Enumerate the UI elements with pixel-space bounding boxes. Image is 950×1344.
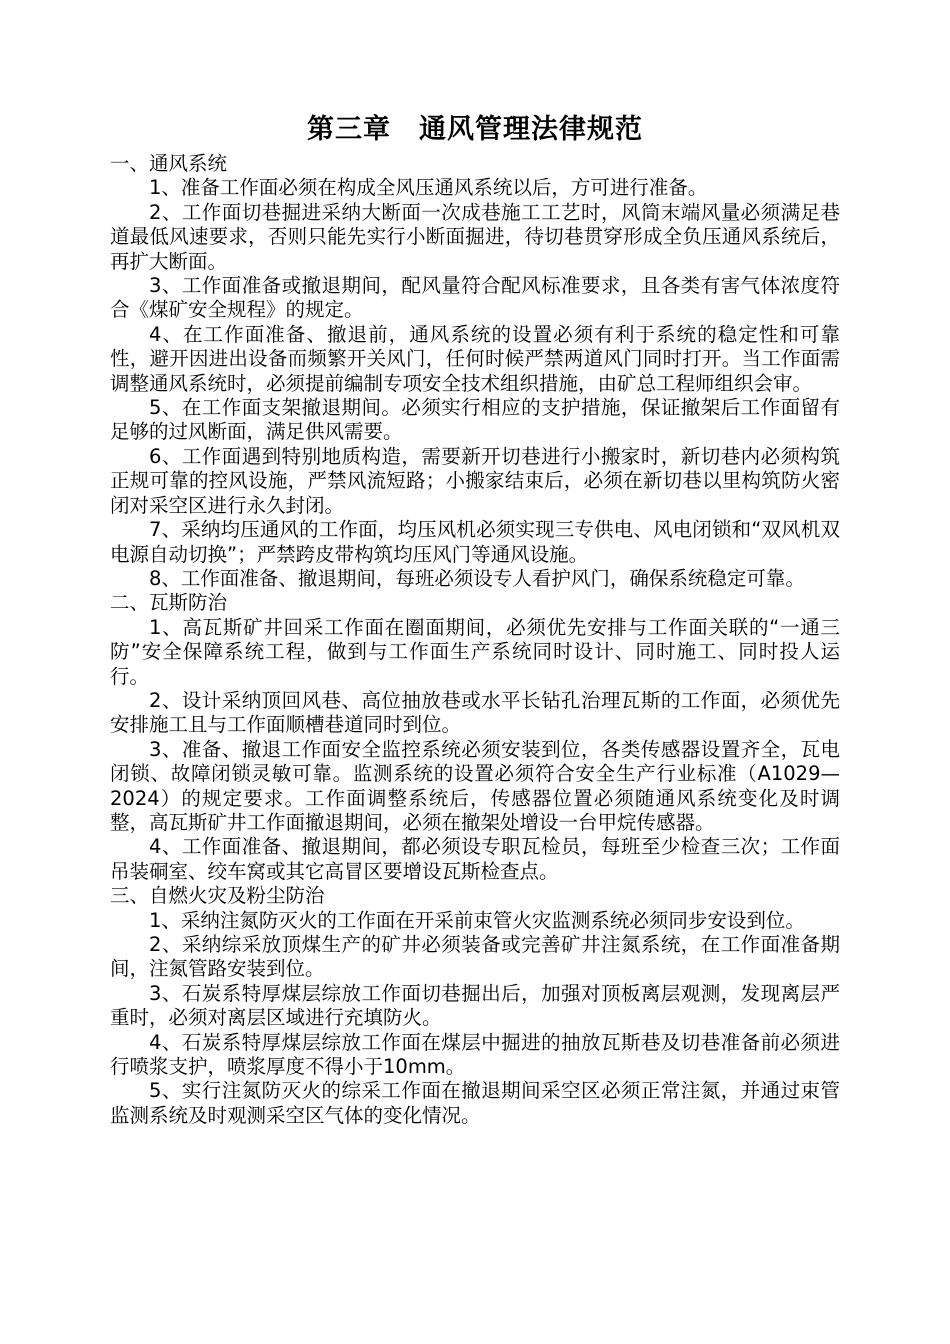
paragraph: 1、准备工作面必须在构成全风压通风系统以后，方可进行准备。 (149, 176, 708, 200)
paragraph: 7、采纳均压通风的工作面，均压风机必须实现三专供电、风电闭锁和“双风机双电源自动切换”；严禁跨皮带构筑均压风门等通风设施。 (110, 518, 840, 566)
paragraph: 2、工作面切巷掘进采纳大断面一次成巷施工工艺时，风筒末端风量必须满足巷道最低风速要求，否则只能先实行小断面掘进，待切巷贯穿形成全负压通风系统后，再扩大断面。 (110, 200, 840, 273)
section-heading: 二、瓦斯防治 (110, 591, 228, 615)
paragraph: 6、工作面遇到特别地质构造，需要新开切巷进行小搬家时，新切巷内必须构筑正规可靠的控风设施，严禁风流短路；小搬家结束后，必须在新切巷以里构筑防火密闭对采空区进行永久封闭。 (110, 444, 840, 517)
document-body (110, 152, 840, 1128)
paragraph: 2、设计采纳顶回风巷、高位抽放巷或水平长钻孔治理瓦斯的工作面，必须优先安排施工且与工作面顺槽巷道同时到位。 (110, 688, 840, 737)
page-title: 第三章 通风管理法律规范 (307, 114, 643, 145)
paragraph: 3、准备、撤退工作面安全监控系统必须安装到位，各类传感器设置齐全，瓦电闭锁、故障闭锁灵敏可靠。监测系统的设置必须符合安全生产行业标准（A1029—2024）的规定要求。工作面调整系统后，传感器位置必须随通风系统变化及时调整，高瓦斯矿井工作面撤退期间，必须在撤架处增设一台甲烷传感器。 (110, 737, 840, 834)
paragraph: 4、在工作面准备、撤退前，通风系统的设置必须有利于系统的稳定性和可靠性，避开因进出设备而频繁开关风门，任何时候严禁两道风门同时打开。当工作面需调整通风系统时，必须提前编制专项安全技术组织措施，由矿总工程师组织会审。 (110, 322, 840, 395)
paragraph: 5、实行注氮防灭火的综采工作面在撤退期间采空区必须正常注氮，并通过束管监测系统及时观测采空区气体的变化情况。 (110, 1079, 840, 1127)
section-heading: 一、通风系统 (110, 152, 228, 175)
paragraph: 4、工作面准备、撤退期间，都必须设专职瓦检员，每班至少检查三次；工作面吊装硐室、绞车窝或其它高冒区要增设瓦斯检查点。 (110, 835, 840, 883)
paragraph: 4、石炭系特厚煤层综放工作面在煤层中掘进的抽放瓦斯巷及切巷准备前必须进行喷浆支护，喷浆厚度不得小于10mm。 (110, 1030, 840, 1079)
section-fire-dust (110, 884, 840, 1128)
section-gas-control (110, 591, 840, 884)
paragraph: 8、工作面准备、撤退期间，每班必须设专人看护风门，确保系统稳定可靠。 (149, 566, 805, 590)
paragraph: 2、采纳综采放顶煤生产的矿井必须装备或完善矿井注氮系统，在工作面准备期间，注氮管路安装到位。 (110, 933, 840, 981)
section-heading: 三、自燃火灾及粉尘防治 (110, 884, 325, 908)
paragraph: 5、在工作面支架撤退期间。必须实行相应的支护措施，保证撤架后工作面留有足够的过风断面，满足供风需要。 (110, 396, 840, 444)
paragraph: 3、石炭系特厚煤层综放工作面切巷掘出后，加强对顶板离层观测，发现离层严重时，必须对离层区域进行充填防火。 (110, 981, 840, 1030)
paragraph: 3、工作面准备或撤退期间，配风量符合配风标准要求，且各类有害气体浓度符合《煤矿安全规程》的规定。 (110, 274, 840, 322)
paragraph: 1、采纳注氮防灭火的工作面在开采前束管火灾监测系统必须同步安设到位。 (149, 908, 805, 932)
section-ventilation (110, 152, 840, 591)
paragraph: 1、高瓦斯矿井回采工作面在圈面期间，必须优先安排与工作面关联的“一通三防”安全保障系统工程，做到与工作面生产系统同时设计、同时施工、同时投人运行。 (110, 615, 840, 688)
